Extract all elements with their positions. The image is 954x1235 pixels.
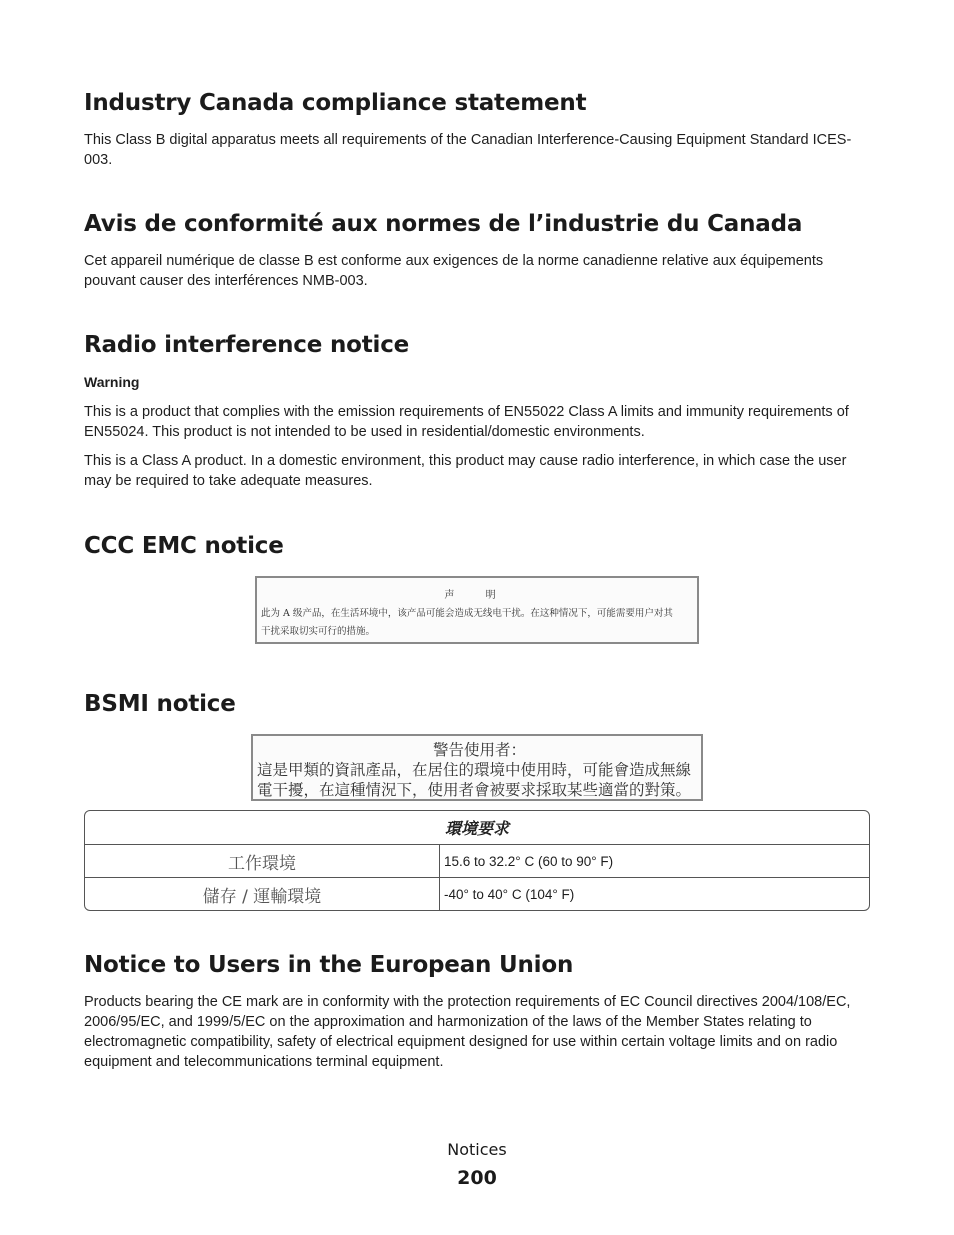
bsmi-notice-line: 電干擾，在這種情況下，使用者會被要求採取某些適當的對策。 xyxy=(257,781,692,799)
ccc-notice-image xyxy=(255,576,699,644)
table-cell-value: 15.6 to 32.2° C (60 to 90° F) xyxy=(440,844,869,877)
page-number: 200 xyxy=(457,1167,497,1189)
heading-bsmi: BSMI notice xyxy=(84,691,236,717)
ccc-notice-title: 声 明 xyxy=(444,590,510,601)
table-cell-label: 工作環境 xyxy=(85,844,440,877)
heading-european-union: Notice to Users in the European Union xyxy=(84,952,574,978)
bsmi-notice-line: 警告使用者： xyxy=(433,741,527,759)
warning-label: Warning xyxy=(84,374,140,390)
table-title: 環境要求 xyxy=(444,819,509,838)
environment-requirements-table xyxy=(84,810,870,911)
heading-industry-canada: Industry Canada compliance statement xyxy=(84,90,587,116)
paragraph-industry-canada: This Class B digital apparatus meets all requirements of the Canadian Interference-Causing Equipment Standard ICES-003. xyxy=(84,132,852,168)
bsmi-notice-line: 這是甲類的資訊產品，在居住的環境中使用時，可能會造成無線 xyxy=(257,761,692,779)
footer-section-name: Notices xyxy=(447,1140,507,1159)
table-cell-label: 儲存 / 運輸環境 xyxy=(85,877,440,910)
heading-ccc-emc: CCC EMC notice xyxy=(84,533,284,559)
paragraph-radio-emission: This is a product that complies with the emission requirements of EN55022 Class A limits and immunity requirements of EN55024. This product is not intended to be used in residential/domestic environments. xyxy=(84,404,849,440)
paragraph-avis-conformite: Cet appareil numérique de classe B est conforme aux exigences de la norme canadienne relative aux équipements pouvant causer des interférences NMB-003. xyxy=(84,253,824,289)
table-header-row xyxy=(85,811,869,844)
bsmi-notice-image xyxy=(251,734,703,801)
table-cell-value: -40° to 40° C (104° F) xyxy=(440,877,869,910)
ccc-notice-line: 干扰采取切实可行的措施。 xyxy=(261,626,376,637)
heading-radio-interference: Radio interference notice xyxy=(84,332,410,358)
heading-avis-conformite: Avis de conformité aux normes de l’industrie du Canada xyxy=(84,211,803,237)
paragraph-european-union: Products bearing the CE mark are in conformity with the protection requirements of EC Council directives 2004/108/EC, 2006/95/EC, and 1999/5/EC on the approximation and harmonization of the laws of the Member States relating to electromagnetic compatibility, safety of electrical equipment designed for use within certain voltage limits and on radio equipment and telecommunications terminal equipment. xyxy=(84,994,851,1070)
table-row xyxy=(85,844,869,877)
ccc-notice-line: 此为 A 级产品，在生活环境中，该产品可能会造成无线电干扰。在这种情况下，可能需要用户对其 xyxy=(261,608,673,619)
table-row xyxy=(85,877,869,910)
paragraph-radio-class-a: This is a Class A product. In a domestic environment, this product may cause radio interference, in which case the user may be required to take adequate measures. xyxy=(84,453,847,489)
